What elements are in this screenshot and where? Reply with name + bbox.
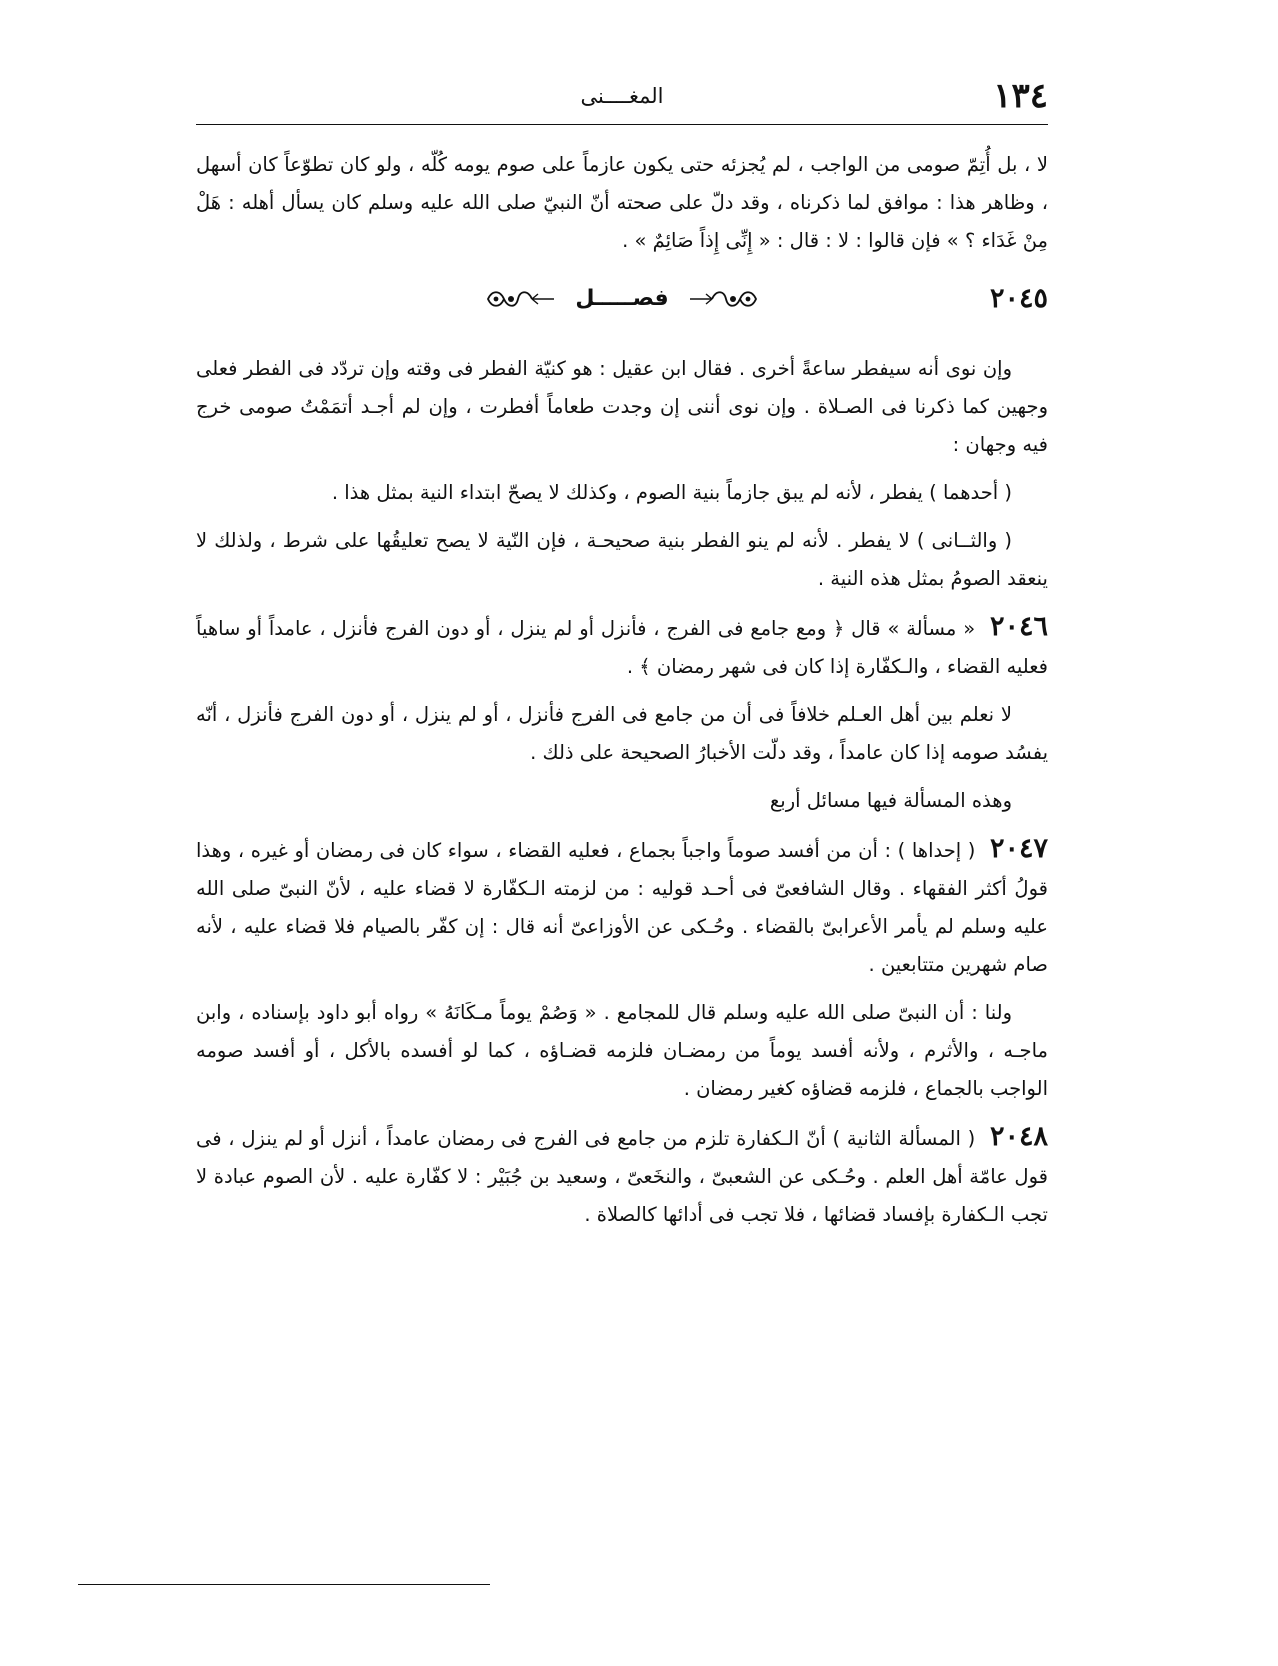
paragraph-6: لا نعلم بين أهل العـلم خلافاً فى أن من جامع فى الفرج فأنزل ، أو لم ينزل ، أو دون الفرج فأنزل ، أنّه يفسُد صومه إذا كان عامداً ، وقد دلّت الأخبارُ الصحيحة على ذلك . bbox=[196, 703, 1048, 764]
footnote-rule bbox=[78, 1584, 490, 1585]
paragraph-8-text: ( إحداها ) : أن من أفسد صوماً واجباً بجماع ، فعليه القضاء ، سواء كان فى رمضان أو غيره ، وهذا قولُ أكثر الفقهاء . وقال الشافعىّ فى أحـد قوليه : من لزمته الـكفّارة لا قضاء عليه ، لأنّ النبىّ صلى الله عليه وسلم لم يأمر الأعرابىّ بالقضاء . وحُـكى عن الأوزاعىّ أنه قال : إن كفّر بالصيام فلا قضاء عليه ، لأنه صام شهرين متتابعين . bbox=[196, 839, 1048, 976]
body-text bbox=[196, 146, 1048, 1244]
paragraph-5 bbox=[196, 608, 1048, 686]
section-title-wrap bbox=[196, 280, 1048, 318]
paragraph-2: وإن نوى أنه سيفطر ساعةً أخرى . فقال ابن عقيل : هو كنيّة الفطر فى وقته وإن تردّد فى الفطر فعلى وجهين كما ذكرنا فى الصـلاة . وإن نوى أننى إن وجدت طعاماً أفطرت ، وإن لم أجـد أتمَمْتُ صومى خرج فيه وجهان : bbox=[196, 357, 1048, 456]
section-heading bbox=[196, 270, 1048, 336]
paragraph-8 bbox=[196, 830, 1048, 984]
ornament-right-icon bbox=[688, 286, 762, 312]
page-header bbox=[196, 72, 1048, 120]
paragraph-4: ( والثــانى ) لا يفطر . لأنه لم ينو الفطر بنية صحيحـة ، فإن النّية لا يصح تعليقُها على شرط ، ولذلك لا ينعقد الصومُ بمثل هذه النية . bbox=[196, 529, 1048, 590]
running-title: المغــــنى bbox=[580, 84, 664, 108]
paragraph-10 bbox=[196, 1118, 1048, 1234]
paragraph-5-text: « مسألة » قال ﴿ ومع جامع فى الفرج ، فأنزل أو لم ينزل ، أو دون الفرج فأنزل ، عامداً أو ساهياً فعليه القضاء ، والـكفّارة إذا كان فى شهر رمضان ﴾ . bbox=[196, 617, 1048, 678]
header-rule bbox=[196, 124, 1048, 125]
issue-number-2047: ٢٠٤٧ bbox=[989, 833, 1048, 864]
section-number: ٢٠٤٥ bbox=[989, 283, 1048, 314]
page-number: ١٣٤ bbox=[993, 76, 1048, 116]
paragraph-3: ( أحدهما ) يفطر ، لأنه لم يبق جازماً بنية الصوم ، وكذلك لا يصحّ ابتداء النية بمثل هذا . bbox=[331, 481, 1012, 504]
issue-number-2048: ٢٠٤٨ bbox=[989, 1121, 1048, 1152]
ornament-left-icon bbox=[482, 286, 556, 312]
paragraph-1: لا ، بل أُتِمّ صومى من الواجب ، لم يُجزئه حتى يكون عازماً على صوم يومه كُلّه ، ولو كان تطوّعاً كان أسهل ، وظاهر هذا : موافق لما ذكرناه ، وقد دلّ على صحته أنّ النبيّ صلى الله عليه وسلم كان يسأل أهله : هَلْ مِنْ غَدَاء ؟ » فإن قالوا : لا : قال : « إِنِّى إِذاً صَائِمٌ » . bbox=[196, 153, 1048, 252]
paragraph-9: ولنا : أن النبىّ صلى الله عليه وسلم قال للمجامع . « وَصُمْ يوماً مـكَانَهُ » رواه أبو داود بإسناده ، وابن ماجـه ، والأثرم ، ولأنه أفسد يوماً من رمضـان فلزمه قضـاؤه ، كما لو أفسده بالأكل ، أو أفسد صومه الواجب بالجماع ، فلزمه قضاؤه كغير رمضان . bbox=[196, 1001, 1048, 1100]
paragraph-7: وهذه المسألة فيها مسائل أربع bbox=[769, 789, 1012, 812]
issue-number-2046: ٢٠٤٦ bbox=[989, 611, 1048, 642]
section-title: فصـــــل bbox=[575, 286, 669, 311]
paragraph-10-text: ( المسألة الثانية ) أنّ الـكفارة تلزم من جامع فى الفرج فى رمضان عامداً ، أنزل أو لم ينزل ، فى قول عامّة أهل العلم . وحُـكى عن الشعبىّ ، والنخَعىّ ، وسعيد بن جُبَيْر : لا كفّارة عليه . لأن الصوم عبادة لا تجب الـكفارة بإفساد قضائها ، فلا تجب فى أدائها كالصلاة . bbox=[196, 1127, 1048, 1226]
